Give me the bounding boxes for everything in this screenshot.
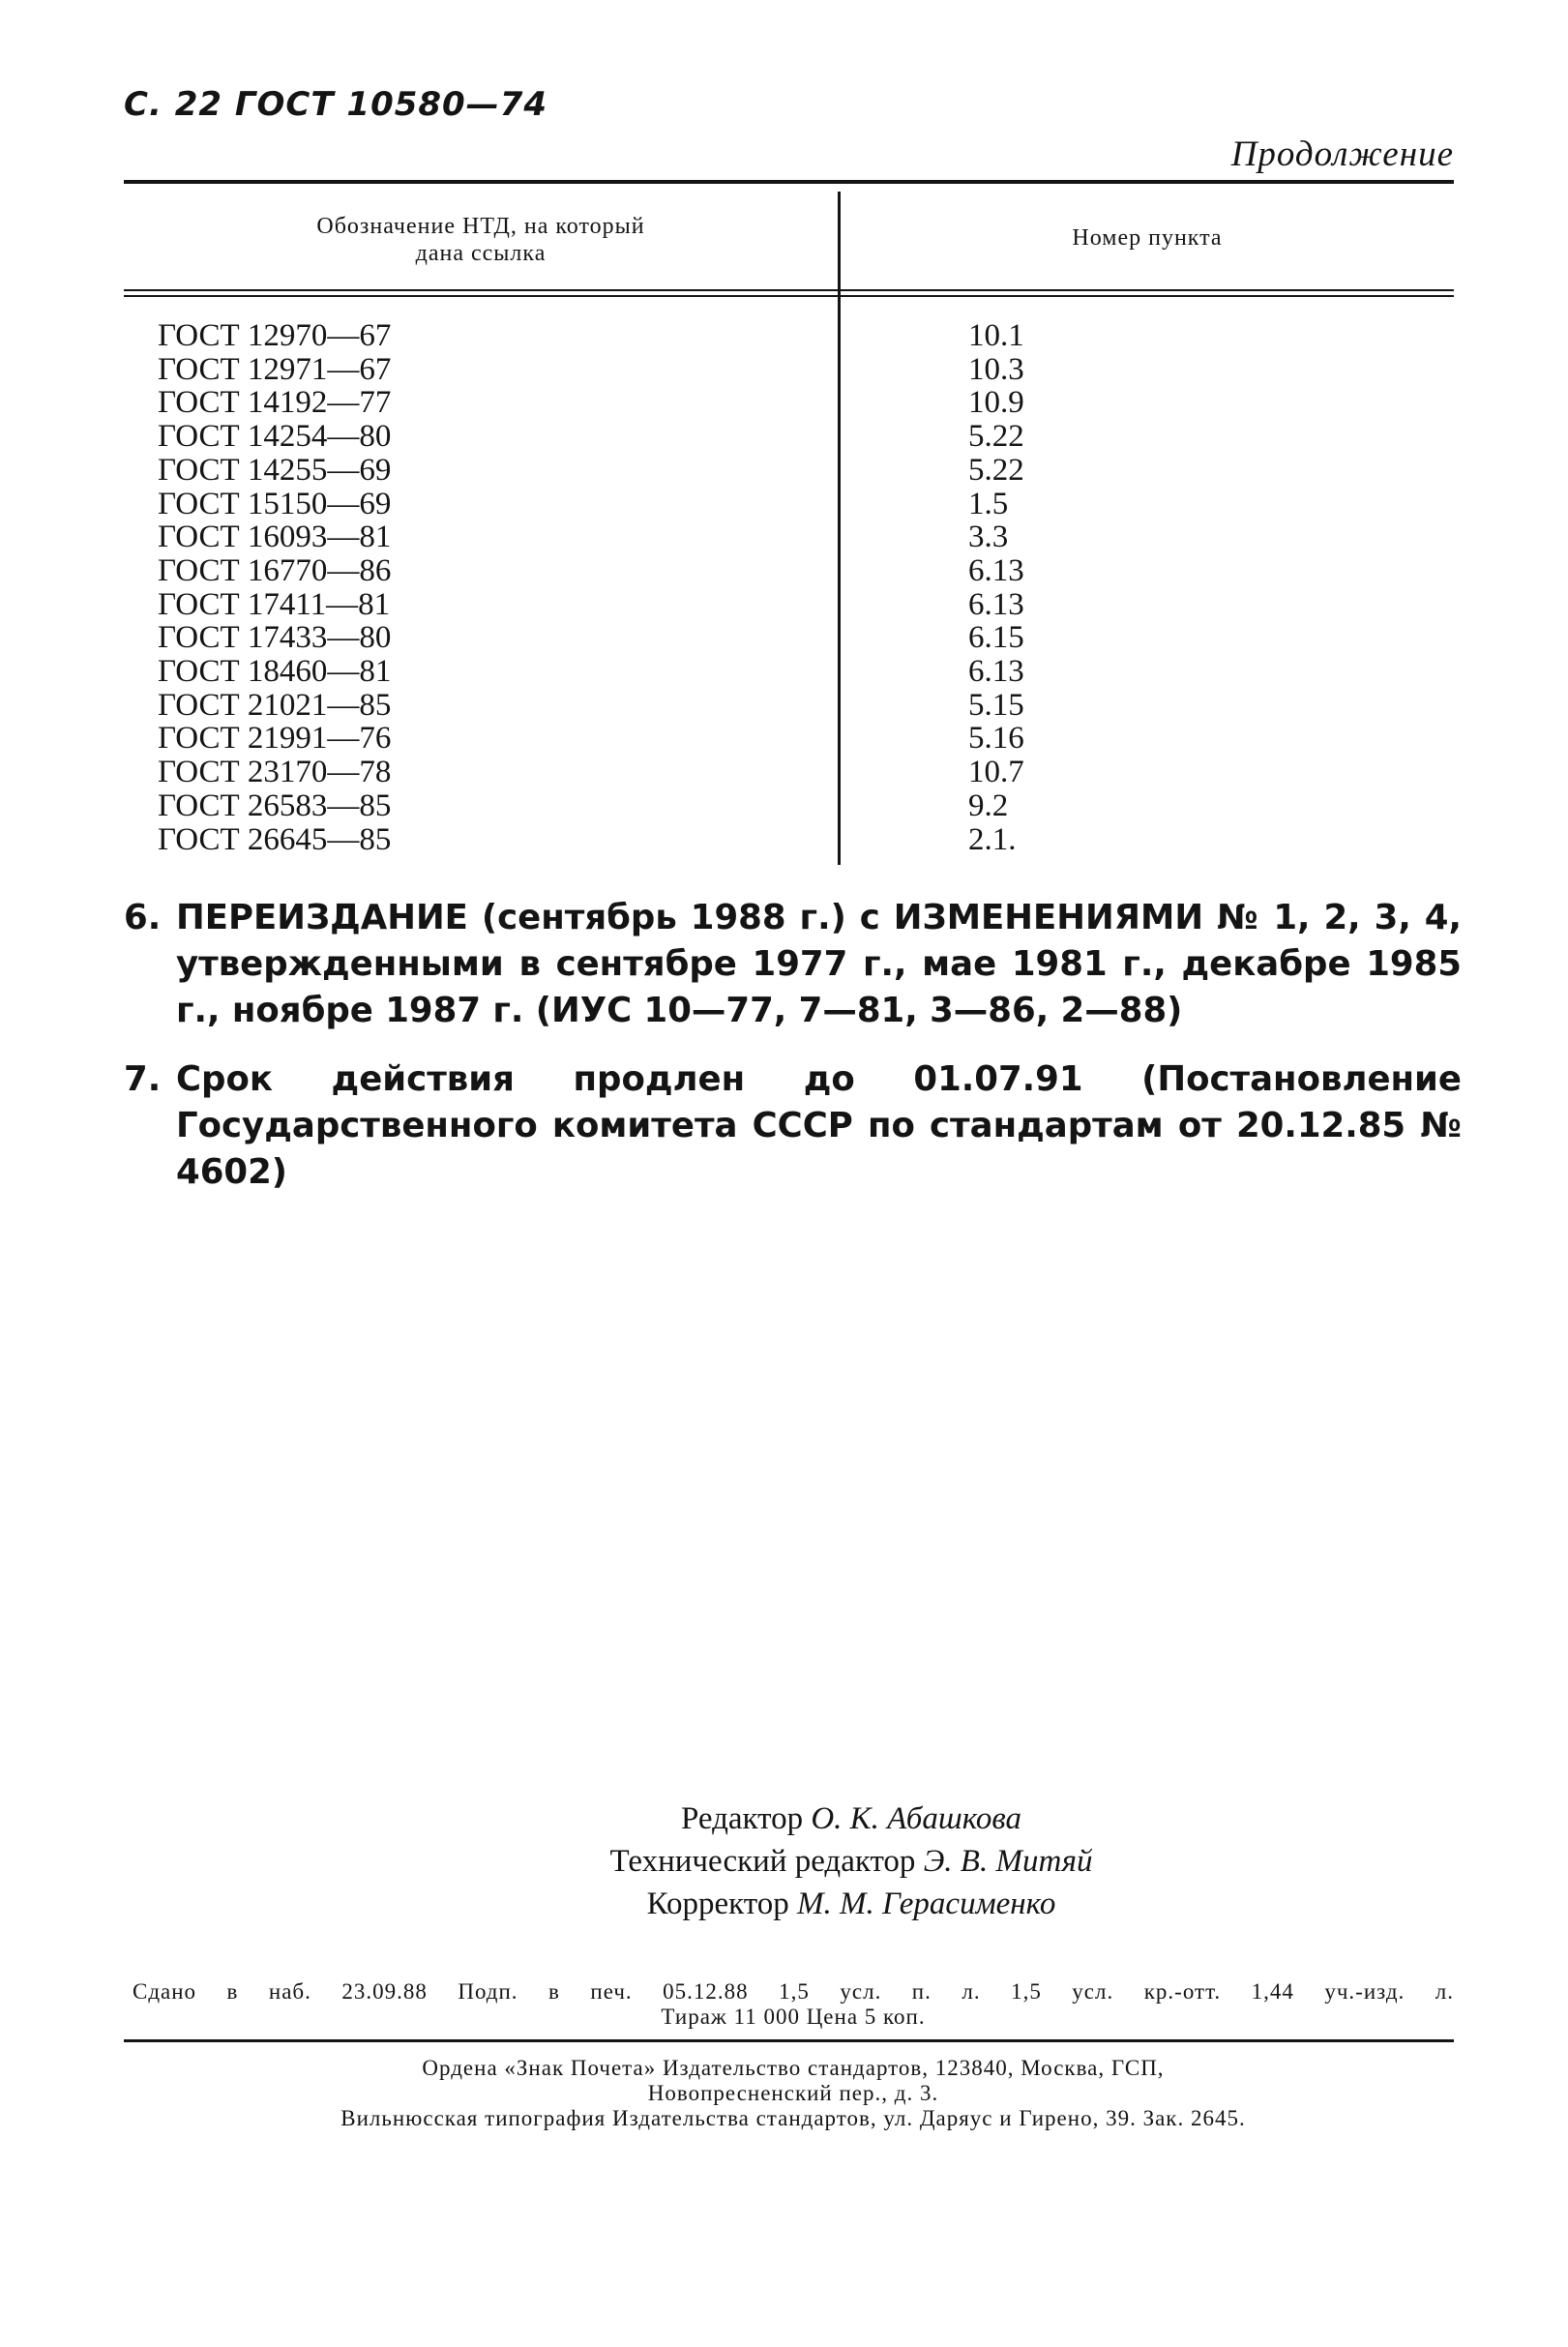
reference-cell: ГОСТ 14255—69 (158, 452, 392, 488)
point-cell: 5.15 (968, 687, 1024, 723)
continuation-label: Продолжение (1230, 134, 1454, 174)
tech-editor-name: Э. В. Митяй (923, 1844, 1093, 1879)
reference-cell: ГОСТ 14254—80 (158, 419, 392, 455)
point-cell: 2.1. (968, 821, 1017, 857)
editor-line (368, 1797, 1335, 1840)
printer-line-1: Ордена «Знак Почета» Издательство стандартов, 123840, Москва, ГСП, (422, 2056, 1165, 2080)
printer-line-2: Новопресненский пер., д. 3. (647, 2081, 939, 2105)
reference-cell: ГОСТ 16770—86 (158, 552, 392, 588)
point-cell: 10.1 (968, 318, 1024, 353)
tech-editor-line (368, 1840, 1335, 1883)
reference-cell: ГОСТ 23170—78 (158, 755, 392, 790)
point-cell: 6.13 (968, 654, 1024, 690)
reference-cell: ГОСТ 21991—76 (158, 721, 392, 757)
column-header-reference-line2: дана ссылка (415, 241, 547, 266)
header-rule (124, 289, 1454, 291)
point-cell: 6.15 (968, 620, 1024, 656)
reference-column (158, 319, 391, 856)
imprint-rule (124, 2039, 1454, 2042)
reference-cell: ГОСТ 16093—81 (158, 520, 392, 555)
column-header-reference (124, 213, 838, 267)
point-cell: 3.3 (968, 520, 1009, 555)
point-cell: 10.3 (968, 351, 1024, 387)
printer-info (133, 2056, 1454, 2131)
column-header-point: Номер пункта (1072, 225, 1223, 251)
point-cell: 6.13 (968, 586, 1024, 622)
point-cell: 5.16 (968, 721, 1024, 757)
reference-cell: ГОСТ 26583—85 (158, 787, 392, 823)
point-cell: 10.9 (968, 385, 1024, 421)
reference-cell: ГОСТ 17433—80 (158, 620, 392, 656)
point-cell: 10.7 (968, 755, 1024, 790)
imprint-line-1: Сдано в наб. 23.09.88 Подп. в печ. 05.12.88 1,5 усл. п. л. 1,5 усл. кр.-отт. 1,44 уч.-изд. л. (133, 1979, 1454, 2004)
item-number: 7. (124, 1059, 162, 1099)
proofreader-name: М. М. Герасименко (797, 1887, 1056, 1921)
tech-editor-label: Технический редактор (609, 1844, 916, 1879)
reference-cell: ГОСТ 12970—67 (158, 318, 392, 353)
point-cell: 5.22 (968, 419, 1024, 455)
proofreader-label: Корректор (646, 1887, 789, 1921)
imprint-line-2: Тираж 11 000 Цена 5 коп. (661, 2005, 926, 2029)
table-top-rule (124, 180, 1454, 184)
reference-cell: ГОСТ 18460—81 (158, 654, 392, 690)
item-reissue (124, 895, 1462, 1034)
reference-cell: ГОСТ 17411—81 (158, 586, 391, 622)
column-divider (838, 192, 841, 865)
reference-cell: ГОСТ 15150—69 (158, 486, 392, 521)
column-header-reference-line1: Обозначение НТД, на который (316, 214, 645, 239)
printer-line-3: Вильнюсская типография Издательства стандартов, ул. Даряус и Гирено, 39. Зак. 2645. (340, 2106, 1246, 2130)
reference-cell: ГОСТ 21021—85 (158, 687, 392, 723)
page-header: С. 22 ГОСТ 10580—74 (124, 85, 548, 124)
item-text: ПЕРЕИЗДАНИЕ (сентябрь 1988 г.) с ИЗМЕНЕНИЯМИ № 1, 2, 3, 4, утвержденными в сентябре 1977 г., мае 1981 г., декабре 1985 г., ноябре 1987 г. (ИУС 10—77, 7—81, 3—86, 2—88) (176, 898, 1462, 1030)
point-cell: 9.2 (968, 787, 1009, 823)
reference-cell: ГОСТ 26645—85 (158, 821, 392, 857)
reference-cell: ГОСТ 12971—67 (158, 351, 392, 387)
point-column (968, 319, 1024, 856)
editor-name: О. К. Абашкова (811, 1801, 1022, 1836)
item-number: 6. (124, 898, 162, 937)
point-cell: 5.22 (968, 452, 1024, 488)
point-cell: 6.13 (968, 552, 1024, 588)
point-cell: 1.5 (968, 486, 1009, 521)
reference-cell: ГОСТ 14192—77 (158, 385, 392, 421)
credits (368, 1797, 1335, 1925)
editor-label: Редактор (680, 1801, 804, 1836)
item-validity (124, 1056, 1462, 1196)
header-rule-double (124, 295, 1454, 297)
proofreader-line (368, 1883, 1335, 1925)
item-text: Срок действия продлен до 01.07.91 (Постановление Государственного комитета СССР по стандартам от 20.12.85 № 4602) (176, 1059, 1462, 1192)
